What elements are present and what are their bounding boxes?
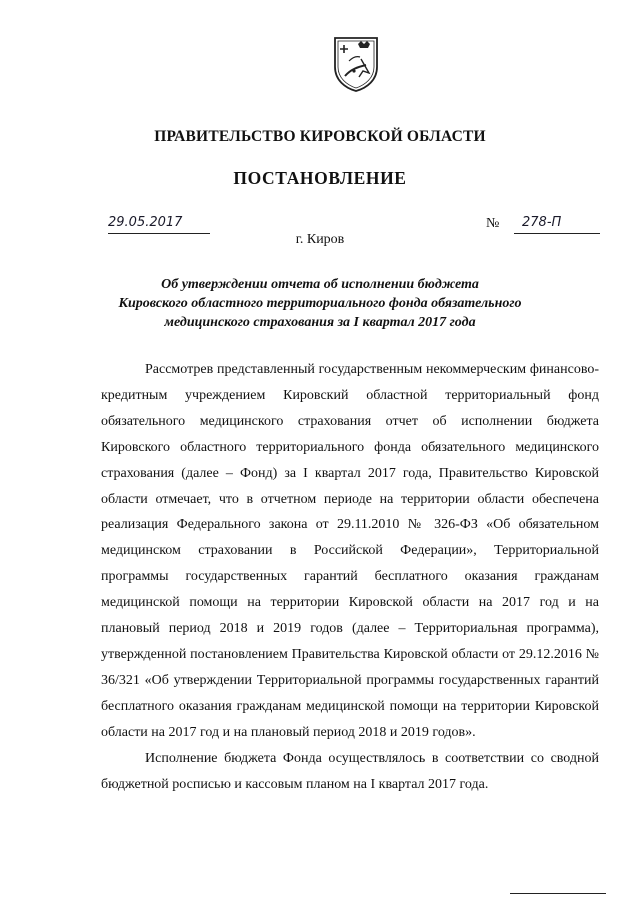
- coat-of-arms-icon: [331, 35, 381, 93]
- document-type-title: ПОСТАНОВЛЕНИЕ: [233, 168, 407, 188]
- document-number: 278-П: [522, 215, 562, 230]
- number-line: [514, 213, 600, 234]
- document-subject: [60, 275, 580, 332]
- document-body: [101, 357, 599, 797]
- footer-divider: [510, 893, 606, 894]
- signing-date: 29.05.2017: [108, 215, 183, 230]
- number-sign: №: [486, 216, 500, 231]
- subject-line: медицинского страхования за I квартал 2017 года: [164, 315, 476, 330]
- subject-line: Кировского областного территориального фонда обязательного: [118, 296, 522, 311]
- body-paragraph: Рассмотрев представленный государственным некоммерческим финансово-кредитным учреждением Кировский областной территориальный фонд обязательного медицинского страхования отчет об исполнении бюджета Кировского областного территориального фонда обязательного медицинского страхования (далее – Фонд) за I квартал 2017 года, Правительство Кировской области отмечает, что в отчетном периоде на территории области обеспечена реализация Федерального закона от 29.11.2010 № 326-ФЗ «Об обязательном медицинском страховании в Российской Федерации», Территориальной программы государственных гарантий бесплатного оказания гражданам медицинской помощи на территории Кировской области на 2017 год и на плановый период 2018 и 2019 годов (далее – Территориальная программа), утвержденной постановлением Правительства Кировской области от 29.12.2016 № 36/321 «Об утверждении Территориальной программы государственных гарантий бесплатного оказания гражданам медицинской помощи на территории Кировской области на 2017 год и на плановый период 2018 и 2019 годов».: [101, 362, 599, 740]
- government-title: ПРАВИТЕЛЬСТВО КИРОВСКОЙ ОБЛАСТИ: [154, 128, 486, 145]
- body-paragraph: Исполнение бюджета Фонда осуществлялось в соответствии со сводной бюджетной росписью и кассовым планом на I квартал 2017 года.: [101, 750, 599, 792]
- subject-line: Об утверждении отчета об исполнении бюджета: [161, 277, 479, 292]
- city-name: г. Киров: [295, 232, 345, 247]
- document-number-field: [486, 213, 600, 233]
- date-field: [108, 213, 210, 234]
